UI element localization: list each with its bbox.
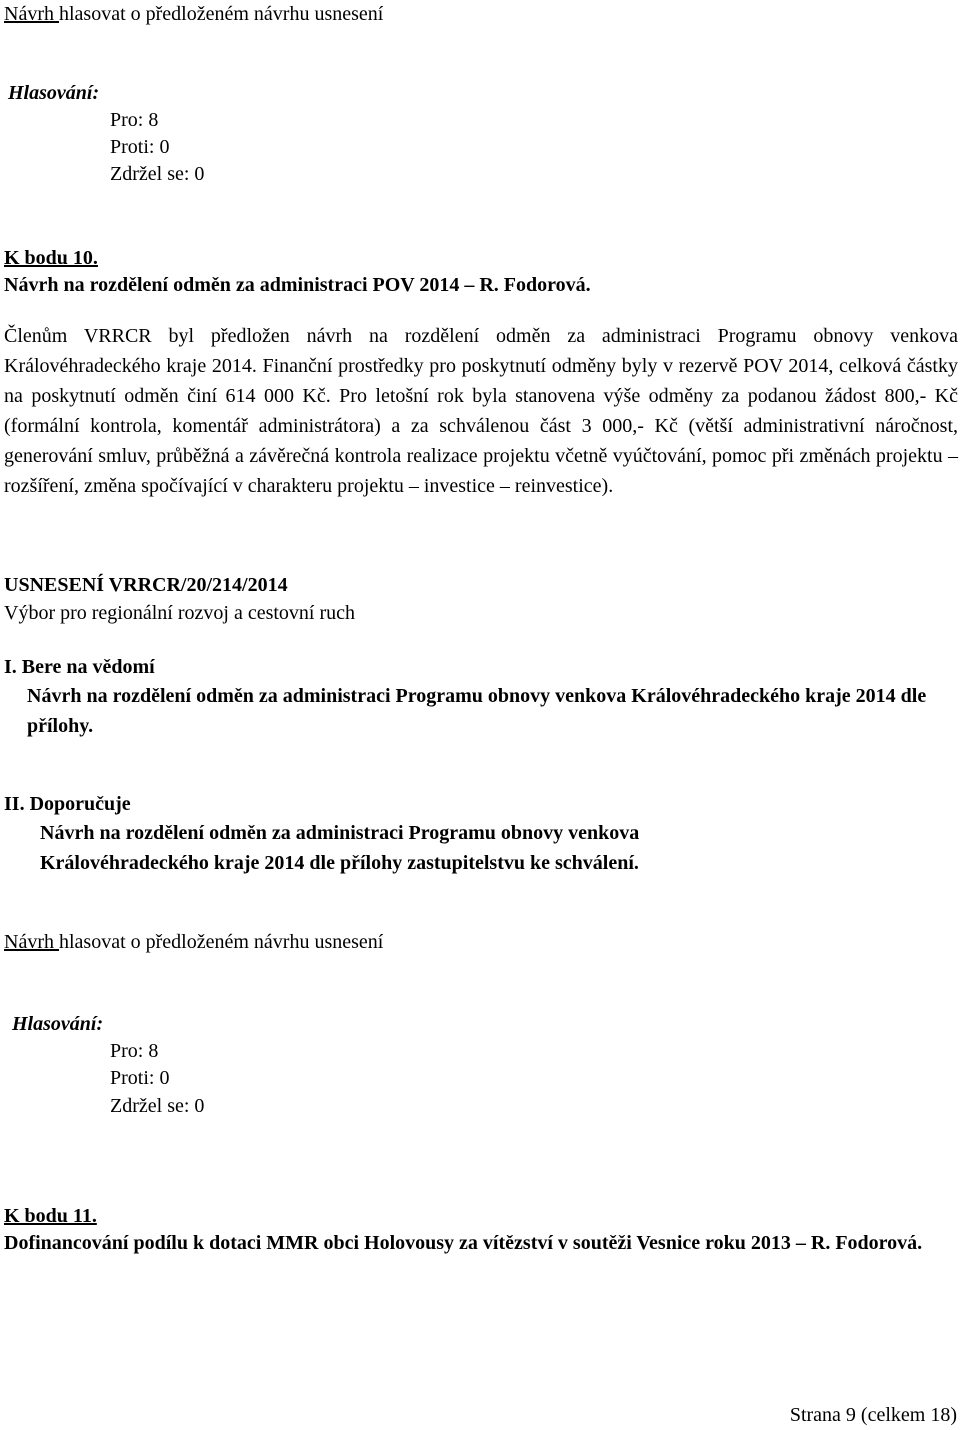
resolution-point1-text: Návrh na rozdělení odměn za administraci Programu obnovy venkova Královéhradeckého kraje 2014 dle přílohy.	[27, 685, 927, 737]
proposal-label: Návrh	[4, 931, 59, 953]
vote-proti: Proti: 0	[110, 1067, 170, 1089]
resolution-number: USNESENÍ VRRCR/20/214/2014	[4, 574, 288, 596]
voting-heading: Hlasování:	[8, 82, 100, 104]
committee-name: Výbor pro regionální rozvoj a cestovní ruch	[4, 602, 356, 624]
resolution-point1-label: I. Bere na vědomí	[4, 656, 155, 678]
proposal-text: hlasovat o předloženém návrhu usnesení	[58, 931, 384, 953]
resolution-point2-label: II. Doporučuje	[4, 793, 131, 815]
vote-abstain: Zdržel se: 0	[110, 1095, 205, 1117]
vote-proposal-line	[4, 4, 383, 24]
item-title: Dofinancování podílu k dotaci MMR obci Holovousy za vítězství v soutěži Vesnice roku 2013 – R. Fodorová.	[4, 1232, 923, 1254]
resolution-point2-text: Návrh na rozdělení odměn za administraci Programu obnovy venkova Královéhradeckého kraje 2014 dle přílohy zastupitelstvu ke schválení.	[40, 822, 640, 874]
item-label: K bodu 11.	[4, 1205, 97, 1227]
item-label: K bodu 10.	[4, 247, 98, 269]
item-title: Návrh na rozdělení odměn za administraci POV 2014 – R. Fodorová.	[4, 274, 591, 296]
proposal-label: Návrh	[4, 3, 59, 25]
vote-pro: Pro: 8	[110, 109, 159, 131]
voting-heading: Hlasování:	[12, 1013, 104, 1035]
vote-pro: Pro: 8	[110, 1040, 159, 1062]
vote-abstain: Zdržel se: 0	[110, 163, 205, 185]
vote-proposal-line	[4, 932, 383, 952]
vote-proti: Proti: 0	[110, 136, 170, 158]
page-number: Strana 9 (celkem 18)	[789, 1404, 957, 1426]
proposal-text: hlasovat o předloženém návrhu usnesení	[58, 3, 384, 25]
item-body: Členům VRRCR byl předložen návrh na rozdělení odměn za administraci Programu obnovy venkova Královéhradeckého kraje 2014. Finanční prostředky pro poskytnutí odměny byly v rezervě POV 2014, celková částky na poskytnutí odměn činí 614 000 Kč. Pro letošní rok byla stanovena výše odměny za podanou žádost 800,- Kč (formální kontrola, komentář administrátora) a za schválenou část 3 000,- Kč (větší administrativní náročnost, generování smluv, průběžná a závěrečná kontrola realizace projektu včetně vyúčtování, pomoc při změnách projektu – rozšíření, změna spočívající v charakteru projektu – investice – reinvestice).	[4, 325, 958, 497]
